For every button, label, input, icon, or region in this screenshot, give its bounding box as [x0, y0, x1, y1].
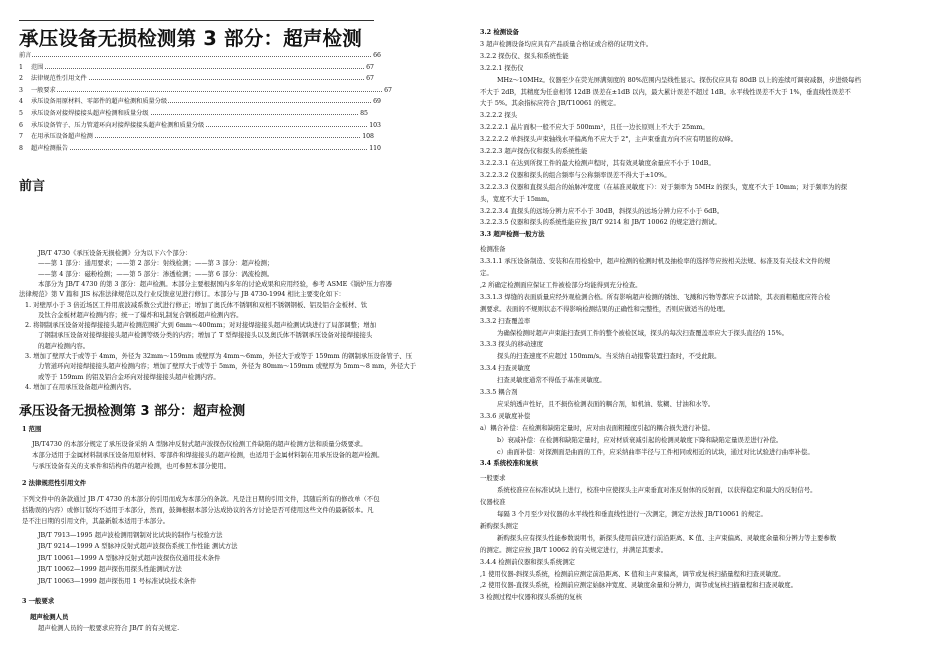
toc-item-page: 110 — [369, 144, 381, 152]
toc-item-number: 3 — [19, 86, 23, 94]
toc-item-number: 8 — [19, 144, 23, 152]
foreword-line: ——第 4 部分：磁粉检测；——第 5 部分：渗透检测；——第 6 部分：涡流检测。 — [38, 269, 274, 278]
toc-item-label: 承压设备对接焊接接头超声检测和质量分级 — [31, 110, 149, 117]
toc-item-number: 6 — [19, 121, 23, 129]
section-1-line: JB/T4730 的本部分规定了承压设备采纳 A 型脉冲反射式超声波探伤仪检测工件缺陷的超声检测方法和质量分级要求。 — [32, 440, 367, 448]
section-1-line: 本部分适用于金属材料制承压设备用原材料、零部件和焊接接头的超声检测，也适用于金属材料制在用承压设备的超声检测。 — [32, 451, 384, 459]
toc-item-page: 103 — [369, 121, 381, 129]
toc-item[interactable] — [19, 132, 374, 141]
toc-item-number: 5 — [19, 110, 23, 117]
toc-item-page: 67 — [384, 86, 392, 94]
body-line: ,2 使用仪器-直探头系统，检测前应测定始脉冲宽度、灵敏度余量和分辨力，调节或复核扫描量程和扫查灵敏度。 — [480, 581, 798, 590]
body-line: 3.2.2.3 超声探伤仪和探头的系统性能 — [480, 147, 588, 155]
section-3-1-heading: 超声检测人员 — [30, 613, 69, 621]
body-line: 3 检测过程中仪器和探头系统的复核 — [480, 593, 582, 602]
toc-item[interactable] — [19, 121, 381, 130]
body-line: c）曲面补偿：对探测面是曲面的工件，应采纳曲率半径与工件相同或相近的试块，通过对比试验进行曲率补偿。 — [497, 447, 814, 456]
toc-item-page: 66 — [373, 52, 381, 59]
section-heading: 3.3 超声检测一般方法 — [480, 230, 545, 239]
right-column — [477, 0, 950, 672]
body-line: 为确保检测时超声声束能扫查到工件的整个被检区域，探头的每次扫查覆盖率应大于探头直径的 15%。 — [497, 328, 789, 337]
body-line: 3.4.4 检测前仪器和探头系统测定 — [480, 557, 575, 566]
toc-item[interactable] — [19, 74, 374, 83]
body-line: 3.2.2 探伤仪、探头和系统性能 — [480, 51, 569, 60]
toc-item-number: 2 — [19, 75, 23, 83]
body-line: 3.2.2.3.5 仪器和探头的系统性能应按 JB/T 9214 和 JB/T 10062 的规定进行测试。 — [480, 218, 721, 227]
body-line: ,2 所确定检测面应保证工件被检部分均能得到充分检查。 — [480, 280, 642, 289]
body-line: 每隔 3 个月至少对仪器的水平线性和垂直线性进行一次测定，测定方法按 JB/T10061 的规定。 — [497, 510, 767, 518]
toc-item-label: 在用承压设备超声检测 — [31, 133, 93, 141]
foreword-line: 的超声检测内容。 — [38, 341, 90, 350]
body-line: 3.3.5 耦合剂 — [480, 388, 518, 396]
foreword-line: 或等于 159mm 的铝及铝合金环向对接焊接接头超声检测内容。 — [38, 372, 220, 381]
body-line: 一般要求 — [480, 474, 506, 483]
toc-item-number: 前言 — [19, 52, 32, 59]
foreword-line: 及钛合金板材超声检测内容；统一了爆炸和轧制复合钢板超声检测内容。 — [38, 310, 243, 319]
part-title: 承压设备无损检测第 3 部分：超声检测 — [19, 404, 246, 419]
section-2-line: 下列文件中的条款通过 JB /T 4730 的本部分的引用而成为本部分的条款。凡是注日期的引用文件，其随后所有的修改单（不包 — [22, 495, 380, 503]
body-line: 大于 5%。其余指标应符合 JB/T10061 的规定。 — [480, 99, 620, 108]
body-line: 探头的扫查速度不应超过 150mm/s。当采纳自动报警装置扫查时，不受此限。 — [497, 352, 721, 361]
section-2-line: 是不注日期的引用文件，其最新版本适用于本部分。 — [22, 517, 169, 525]
section-1-line: 与承压设备有关的支承件和结构件的超声检测，也可参照本部分使用。 — [32, 462, 231, 470]
toc-item-label: 超声检测报告 — [31, 144, 69, 152]
foreword-line: 本部分为 JB/T 4730 的第 3 部分：超声检测。本部分主要根据国内多年的讨论成果和应用经验，参考 ASME《锅炉压力容器 — [38, 279, 392, 288]
body-line: 新购探头应有探头性能参数说明书，新探头使用前应进行前沿距离、K 值、主声束偏离、灵敏度余量和分辨力等主要参数 — [497, 533, 837, 542]
body-line: 的测定。测定应按 JB/T 10062 的有关规定进行，并满足其要求。 — [480, 545, 668, 554]
toc-item-page: 67 — [366, 75, 374, 83]
body-line: 3.2.2.3.1 在达到所探工件的最大检测声程时，其有效灵敏度余量应不小于 10dB。 — [480, 158, 715, 167]
toc-item-page: 108 — [362, 133, 374, 141]
body-line: 3.3.1.3 焊缝的表面质量应经外观检测合格。所有影响超声检测的锈蚀、飞溅和污物等都应予以清除，其表面粗糙度应符合检 — [480, 292, 831, 301]
body-line: 应采纳透声性好，且不损伤检测表面的耦合剂，如机油、浆糊、甘油和水等。 — [497, 399, 715, 408]
foreword-line: 力管道环向对接焊接接头超声检测内容；增加了壁厚大于或等于 5mm，外径为 80mm～159mm 或壁厚为 5mm～8 mm，外径大于 — [38, 362, 417, 371]
foreword-line: 2. 将钢制承压设备对接焊接接头超声检测范围扩大到 6mm～400mm；对对接焊接接头超声检测试块进行了局部调整；增加 — [25, 321, 377, 330]
body-line: 3.2.2.1 探伤仪 — [480, 63, 524, 72]
toc-item[interactable] — [19, 97, 381, 106]
foreword-line: 4. 增加了在用承压设备超声检测内容。 — [25, 382, 136, 391]
body-line: 测要求。表面的不规则状态不得影响检测结果的正确性和完整性，否则应做适当的处理。 — [480, 304, 730, 313]
left-column — [0, 0, 474, 672]
section-3-1-text: 超声检测人员的一般要求应符合 JB/T 的有关规定. — [38, 624, 180, 632]
body-line: 3.2.2.2.2 单斜探头声束轴线水平偏离角不应大于 2°，主声束垂直方向不应有明显的双峰。 — [480, 135, 738, 144]
body-line: 新购探头测定 — [480, 521, 519, 530]
toc-item[interactable] — [19, 109, 368, 118]
body-line: 头，宽度不大于 15mm。 — [480, 194, 554, 203]
body-line: b）衰减补偿：在检测和缺陷定量时，应对材质衰减引起的检测灵敏度下降和缺陷定量误差进行补偿。 — [497, 435, 783, 444]
toc-leader-dots — [19, 91, 392, 92]
toc-item-label: 一般要求 — [31, 86, 56, 94]
toc-item-number: 1 — [19, 63, 23, 71]
toc-item[interactable] — [19, 86, 392, 95]
reference-item: JB/T 10061—1999 A 型脉冲反射式超声波探伤仪通用技术条件 — [38, 553, 221, 562]
section-2-heading: 2 法律规范性引用文件 — [22, 479, 87, 487]
body-line: 3 超声检测设备均应具有产品质量合格证或合格的证明文件。 — [480, 39, 653, 48]
body-line: 3.3.6 灵敏度补偿 — [480, 411, 531, 420]
body-line: 3.2.2.3.2 仪器和探头的组合频率与公称频率误差不得大于±10%。 — [480, 170, 671, 179]
reference-item: JB/T 10063—1999 超声探伤用 1 号标准试块技术条件 — [38, 576, 197, 585]
top-rule — [19, 20, 374, 21]
toc-leader-dots — [19, 68, 374, 69]
foreword-line: 了钢制承压设备对接焊接接头超声检测等级分类的内容；增加了 T 型焊接接头以及奥氏体不锈钢承压设备对接焊接接头 — [38, 331, 373, 340]
toc-leader-dots — [19, 56, 381, 57]
body-line: 3.3.3 探头的移动速度 — [480, 340, 544, 349]
body-line: 3.2.2.2.1 晶片面积一般不应大于 500mm²，且任一边长原则上不大于 25mm。 — [480, 123, 709, 132]
toc-item-label: 范围 — [31, 63, 44, 71]
reference-item: JB/T 9214—1999 A 型脉冲反射式超声波探伤系统工作性能 测试方法 — [38, 542, 238, 551]
body-line: 扫查灵敏度通常不得低于基准灵敏度。 — [497, 376, 606, 385]
body-line: 3.3.1.1 承压设备制造、安装和在用检验中，超声检测的检测时机及抽检率的选择等应按相关法规、标准及有关技术文件的规 — [480, 257, 831, 266]
toc-item-page: 69 — [373, 98, 381, 106]
toc-item-page: 67 — [366, 63, 374, 71]
foreword-line: JB/T 4730《承压设备无损检测》分为以下六个部分： — [38, 249, 192, 257]
toc-item-label: 法律规范性引用文件 — [31, 75, 87, 83]
body-line: 系统校准应在标准试块上进行，校准中应使探头主声束垂直对准反射体的反射面，以获得稳定和最大的反射信号。 — [497, 486, 817, 495]
toc-item-number: 4 — [19, 98, 23, 106]
toc-item-page: 85 — [360, 110, 368, 117]
reference-item: JB/T 10062—1999 超声探伤用探头性能测试方法 — [38, 565, 182, 574]
toc-item-label: 承压设备用原材料、零部件的超声检测和质量分级 — [31, 98, 168, 106]
body-line: 检测准备 — [480, 245, 506, 254]
body-line: 定。 — [480, 269, 493, 277]
section-3-heading: 3 一般要求 — [22, 597, 55, 605]
document-title: 承压设备无损检测第 3 部分：超声检测 — [19, 27, 362, 50]
section-heading: 3.2 检测设备 — [480, 28, 519, 36]
section-2-line: 括勘误的内容）或修订版均不适用于本部分，然而，鼓舞根据本部分达成协议的各方讨论是否可使用这些文件的最新版本。凡 — [22, 506, 374, 514]
body-line: 3.3.4 扫查灵敏度 — [480, 364, 531, 373]
toc-item-number: 7 — [19, 133, 23, 141]
toc-item[interactable] — [19, 144, 381, 153]
body-line: 仪器校准 — [480, 498, 506, 507]
toc-leader-dots — [19, 149, 381, 150]
body-line: 3.2.2.3.3 仪器和直探头组合的始脉冲宽度（在基准灵敏度下）：对于频率为 5MHz 的探头，宽度不大于 10mm；对于频率为的探 — [480, 182, 848, 191]
section-heading: 3.4 系统校准和复核 — [480, 459, 539, 468]
toc-item[interactable] — [19, 63, 374, 72]
body-line: 3.2.2.3.4 直探头的远场分辨力应不小于 30dB，斜探头的远场分辨力应不小于 6dB。 — [480, 206, 724, 215]
toc-item[interactable] — [19, 51, 381, 60]
foreword-line: ——第 1 部分：通用要求；——第 2 部分：射线检测；——第 3 部分：超声检测； — [38, 259, 274, 268]
reference-item: JB/T 7913—1995 超声波检测用钢制对比试块的制作与校验方法 — [38, 531, 223, 539]
foreword-heading: 前言 — [19, 179, 46, 194]
body-line: 3.2.2.2 探头 — [480, 111, 518, 120]
toc-item-label: 承压设备管子、压力管道环向对接焊接接头超声检测和质量分级 — [31, 121, 205, 129]
body-line: 3.3.2 扫查覆盖率 — [480, 316, 531, 325]
foreword-line: 法律规范》第 V 篇和 JIS 标准法律规范以及行业反馈意见进行修订。本部分与 JB 4730-1994 相比主要变化如下： — [19, 290, 345, 299]
section-1-heading: 1 范围 — [22, 425, 42, 433]
body-line: MHz～10MHz。仪器至少在荧光屏满刻度的 80%范围内呈线性显示。探伤仪应具有 80dB 以上的连续可调衰减器，步进级每档 — [497, 75, 861, 84]
foreword-line: 3. 增加了壁厚大于或等于 4mm，外径为 32mm～159mm 或壁厚为 4mm～6mm，外径大于或等于 159mm 的钢制承压设备管子、压 — [25, 352, 412, 360]
body-line: 不大于 2dB，其精度为任意相邻 12dB 误差在±1dB 以内，最大累计误差不超过 1dB。水平线性误差不大于 1%，垂直线性误差不 — [480, 87, 851, 96]
body-line: ,1 使用仪器-斜探头系统，检测前应测定前沿距离、K 值和主声束偏离，调节或复核扫描量程和扫查灵敏度。 — [480, 569, 785, 578]
foreword-line: 1. 对壁厚小于 3 倍近场区工件用底波减系数公式进行修正；增加了奥氏体不锈钢和双相不锈钢钢板、铝及铝合金板材、钛 — [25, 300, 368, 309]
body-line: a）耦合补偿：在检测和缺陷定量时，应对由表面粗糙度引起的耦合损失进行补偿。 — [480, 423, 714, 432]
